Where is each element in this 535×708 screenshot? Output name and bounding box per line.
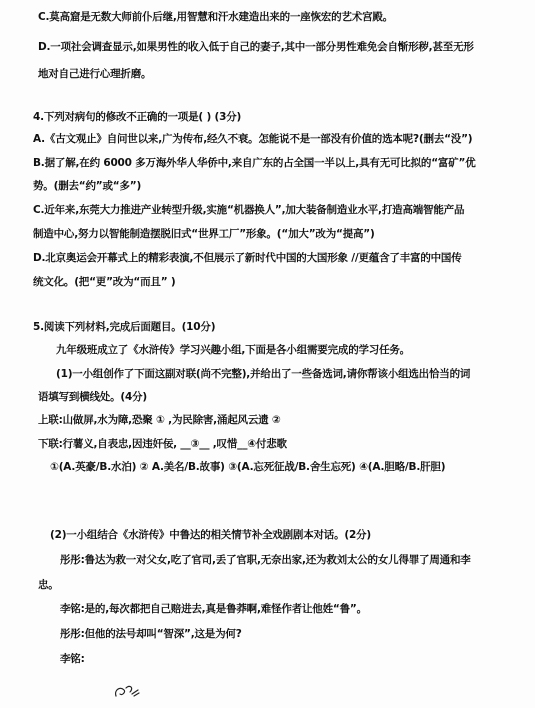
q4-option-b-line1: B.据了解,在约 6000 多万海外华人华侨中,来自广东的占全国一半以上,具有无可比拟的“富矿”优 [33, 157, 476, 169]
q3-option-d-line2: 地对自己进行心理折磨。 [38, 68, 152, 80]
q4-option-c-line1: C.近年来,东莞大力推进产业转型升级,实施“机器换人”,加大装备制造业水平,打造高端智能产品 [33, 204, 465, 216]
q4-option-a: A.《古文观止》自问世以来,广为传布,经久不衰。怎能说不是一部没有价值的选本呢?(删去“没”) [33, 133, 473, 145]
q5-task2: (2)一小组结合《水浒传》中鲁达的相关情节补全戏剧剧本对话。(2分) [50, 529, 372, 541]
q3-option-c: C.莫高窟是无数大师前仆后继,用智慧和汗水建造出来的一座恢宏的艺术宫殿。 [38, 11, 393, 23]
q5-choices: ①(A.英豪/B.水泊) ② A.美名/B.故事) ③(A.忘死征战/B.舍生忘死) ④(A.胆略/B.肝胆) [50, 461, 446, 473]
q5-dialogue3: 彤彤:但他的法号却叫“智深”,这是为何? [60, 628, 242, 640]
q5-task1-line1: (1)一小组创作了下面这副对联(尚不完整),并给出了一些备选词,请你帮该小组选出恰当的词 [56, 368, 471, 380]
q3-option-d-line1: D.一项社会调查显示,如果男性的收入低于自己的妻子,其中一部分男性难免会自惭形秽,甚至无形 [38, 41, 474, 53]
q5-couplet-lower: 下联:行薯义,自表忠,因违奸佞, __③__ ,叹惜__④付悲歌 [38, 438, 287, 450]
q4-option-d-line1: D.北京奥运会开幕式上的精彩表演,不但展示了新时代中国的大国形象 //更蕴含了丰富的中国传 [33, 252, 462, 264]
q5-stem: 5.阅读下列材料,完成后面题目。(10分) [33, 321, 216, 333]
q5-task1-line2: 语填写到横线处。(4分) [38, 391, 148, 403]
q5-dialogue1-line1: 彤彤:鲁达为救一对父女,吃了官司,丢了官职,无奈出家,还为救刘太公的女儿得罪了周通和李 [60, 554, 471, 566]
q4-option-b-line2: 势。(删去“约”或“多”) [33, 180, 142, 192]
q4-stem: 4.下列对病句的修改不正确的一项是( ) (3分) [33, 111, 242, 123]
q5-dialogue4: 李铭: [60, 653, 85, 665]
q4-option-d-line2: 统文化。(把“更”改为“而且” ) [33, 276, 176, 288]
q5-couplet-upper: 上联:山做屏,水为障,恐聚 ① ,为民除害,涌起风云遗 ② [38, 414, 281, 426]
q5-dialogue2: 李铭:是的,每次都把自己赔进去,真是鲁莽啊,难怪作者让他姓“鲁”。 [60, 603, 367, 615]
q5-dialogue1-line2: 忠。 [38, 579, 59, 591]
q4-option-c-line2: 制造中心,努力以智能制造摆脱旧式“世界工厂”形象。(“加大”改为“提高”) [33, 228, 375, 240]
ink-scribble [112, 682, 142, 702]
q5-intro: 九年级班成立了《水浒传》学习兴趣小组,下面是各小组需要完成的学习任务。 [56, 344, 410, 356]
